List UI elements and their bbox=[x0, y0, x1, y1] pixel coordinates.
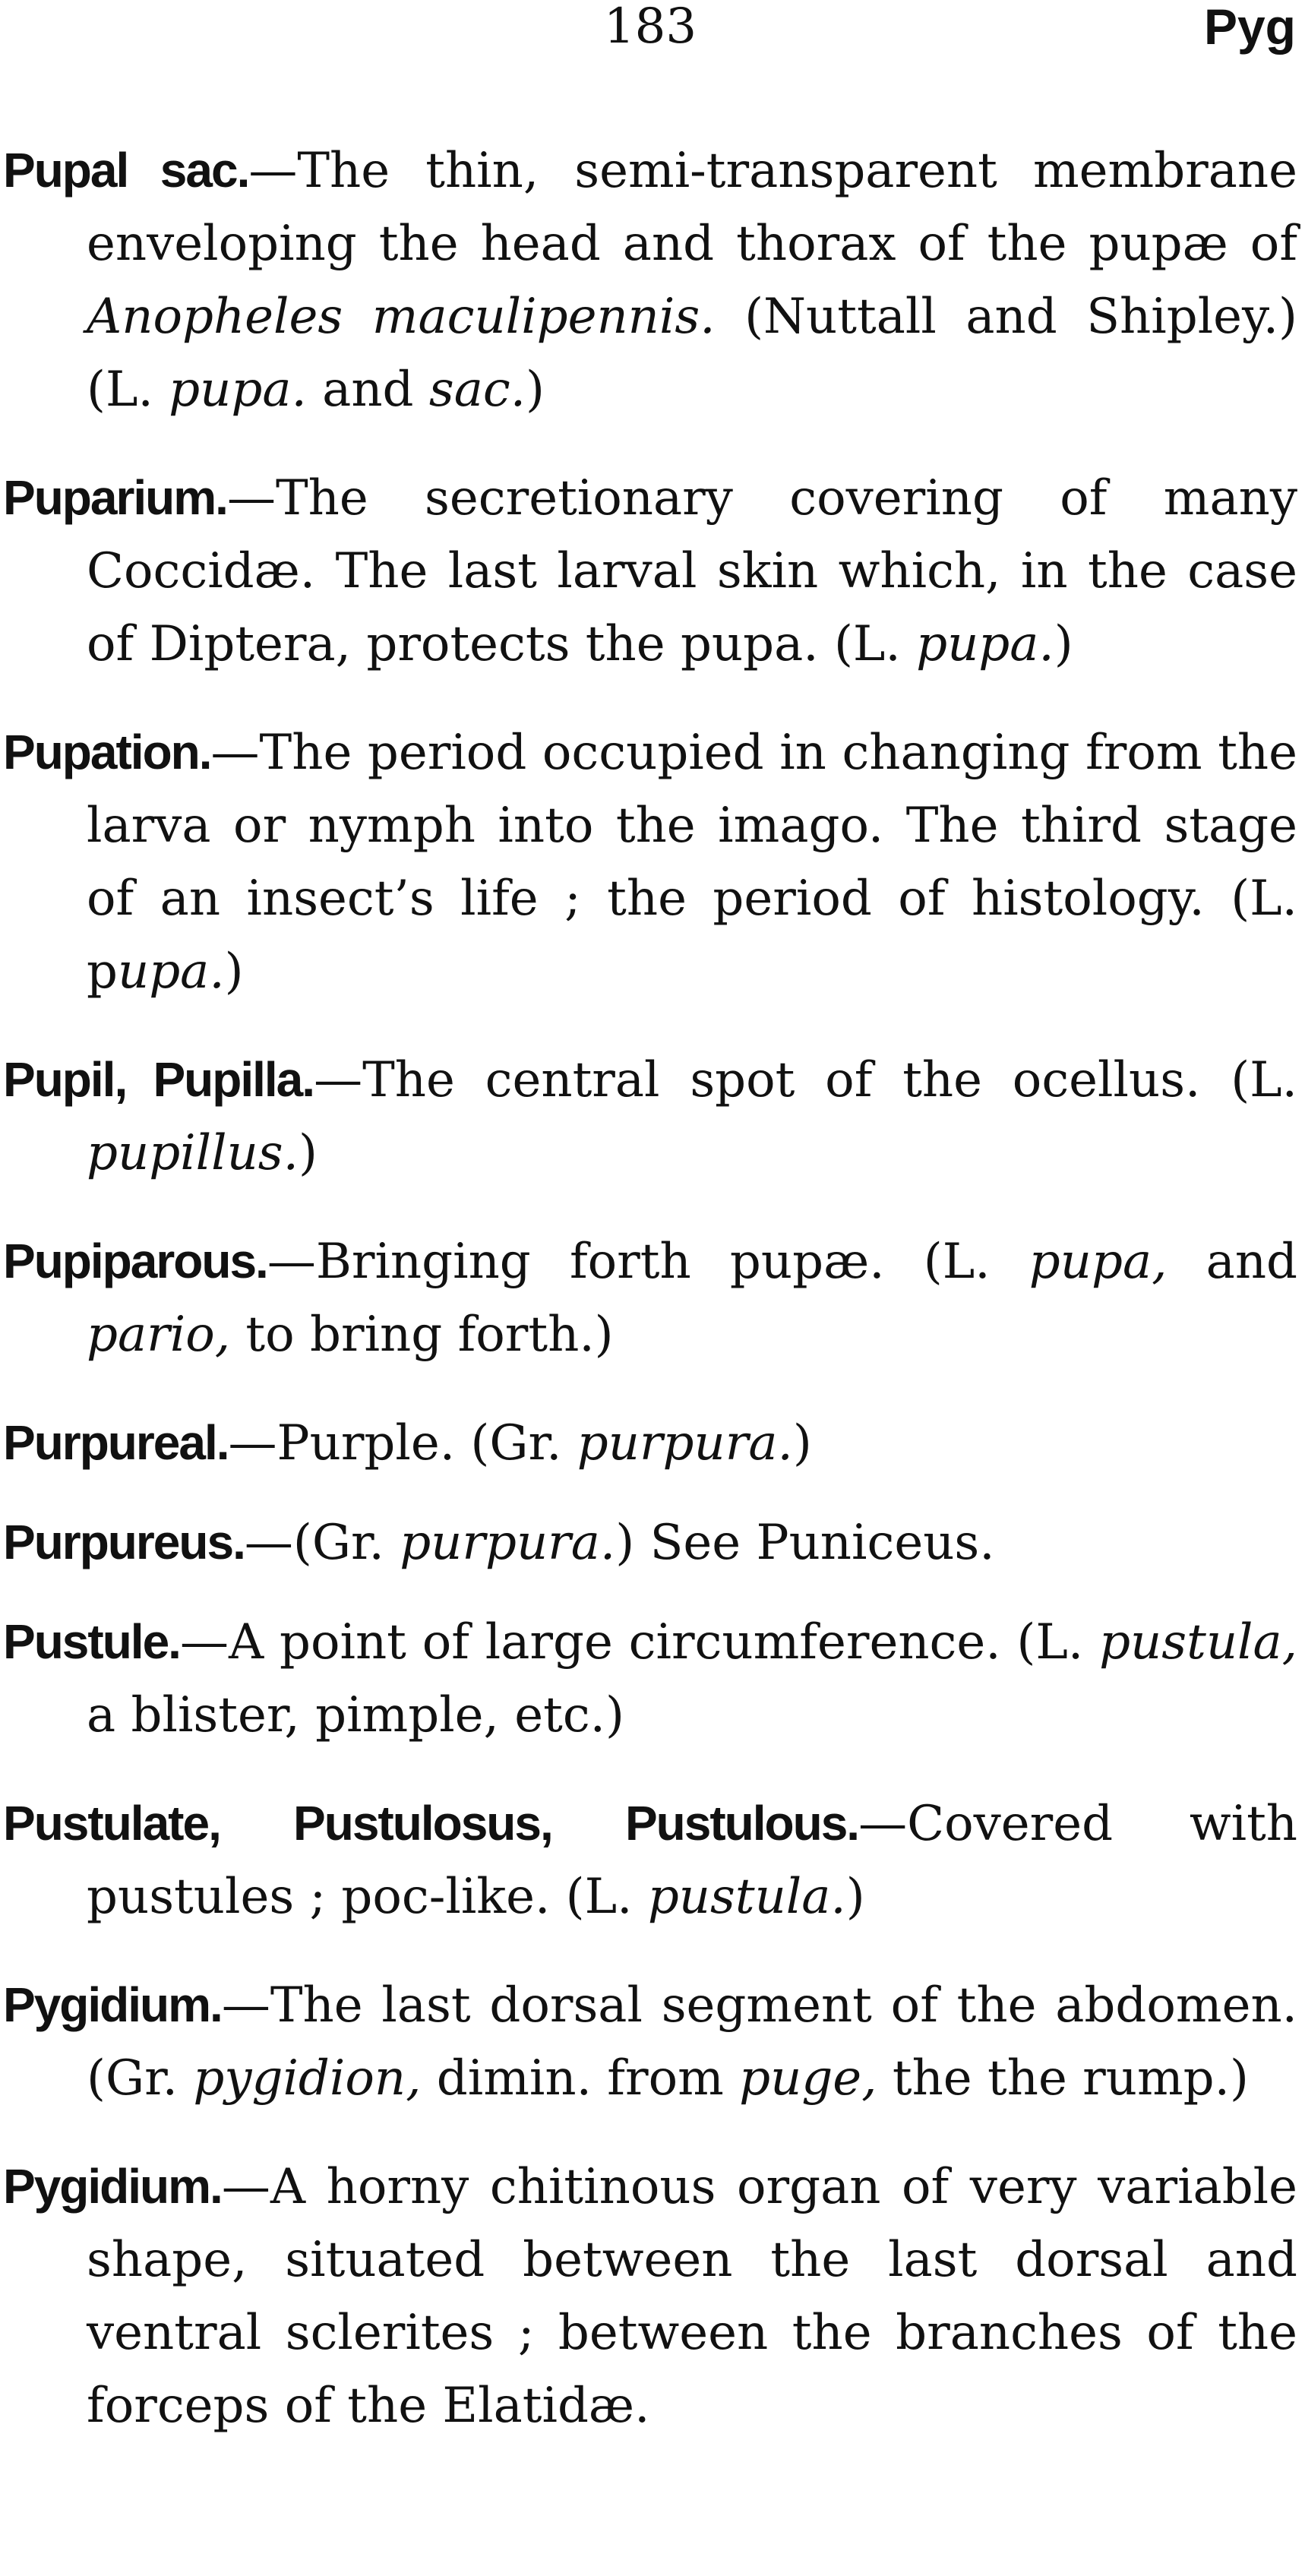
headword: Purpureal. bbox=[3, 1415, 229, 1470]
definition-text: ) bbox=[1054, 616, 1073, 672]
headword: Puparium. bbox=[3, 470, 227, 525]
italic-term: pupa. bbox=[169, 362, 307, 418]
definition-text: —A point of large circumference. (L. bbox=[179, 1614, 1100, 1670]
italic-term: puge, bbox=[739, 2050, 877, 2107]
definition-text: dimin. from bbox=[421, 2050, 740, 2107]
headword: Pustulate, Pustulosus, Pustulous. bbox=[3, 1796, 859, 1851]
headword: Pustule. bbox=[3, 1614, 180, 1669]
headword: Pupil, Pupilla. bbox=[3, 1052, 314, 1107]
definition-text: ) bbox=[526, 362, 545, 418]
entry-pupation bbox=[3, 716, 1297, 1008]
definition-text: and bbox=[306, 362, 429, 418]
definition-text: —Covered with pustules ; poc-like. (L. bbox=[87, 1796, 1298, 1925]
definition-text: —The secretionary covering of many Coccidæ. The last larval skin which, in the case of Diptera, protects the pupa. (L. bbox=[87, 470, 1297, 672]
italic-term: pario, bbox=[87, 1307, 231, 1363]
headword: Pupal sac. bbox=[3, 143, 249, 198]
italic-term: pustula. bbox=[647, 1869, 846, 1925]
definition-text: the the rump.) bbox=[877, 2050, 1249, 2107]
definition-text: ) bbox=[224, 943, 244, 1000]
italic-term: sac. bbox=[428, 362, 526, 418]
italic-term: pupillus. bbox=[87, 1125, 299, 1181]
headword: Pupation. bbox=[3, 725, 211, 779]
headword: Pygidium. bbox=[3, 1977, 222, 2032]
definition-text: a blister, pimple, etc.) bbox=[87, 1687, 624, 1743]
definition-text: ) bbox=[298, 1125, 318, 1181]
definition-text: —The last dorsal segment of the abdomen. (Gr. bbox=[87, 1977, 1297, 2107]
definition-text: ) bbox=[845, 1869, 865, 1925]
entry-pupal-sac bbox=[3, 134, 1297, 426]
italic-term: pustula, bbox=[1099, 1614, 1297, 1670]
headword: Pygidium. bbox=[3, 2159, 222, 2214]
entry-pustulate bbox=[3, 1787, 1297, 1933]
entry-puparium bbox=[3, 461, 1297, 681]
definition-text: to bring forth.) bbox=[230, 1307, 614, 1363]
definition-text: —Purple. (Gr. bbox=[228, 1415, 577, 1471]
entry-pygidium-2 bbox=[3, 2150, 1297, 2442]
page-number: 183 bbox=[603, 0, 697, 55]
entry-purpureal bbox=[3, 1406, 1297, 1480]
definition-text: —The thin, semi-transparent membrane enveloping the head and thorax of the pupæ of bbox=[87, 143, 1297, 272]
italic-term: pupa, bbox=[1029, 1234, 1168, 1290]
entry-pupiparous bbox=[3, 1225, 1297, 1371]
italic-term: purpura. bbox=[400, 1515, 616, 1571]
definition-text: ) bbox=[792, 1415, 812, 1471]
italic-term: purpura. bbox=[577, 1415, 793, 1471]
entry-pupil bbox=[3, 1043, 1297, 1190]
definition-text: and bbox=[1167, 1234, 1298, 1290]
page-header bbox=[3, 0, 1297, 76]
definition-text: (Nuttall and Shipley.) (L. bbox=[87, 289, 1297, 418]
headword: Purpureus. bbox=[3, 1515, 245, 1569]
entries-list bbox=[3, 76, 1297, 2442]
headword: Pupiparous. bbox=[3, 1234, 267, 1288]
italic-term: pygidion, bbox=[193, 2050, 422, 2107]
italic-term: upa. bbox=[117, 943, 225, 1000]
entry-pygidium-1 bbox=[3, 1968, 1297, 2115]
definition-text: —A horny chitinous organ of very variable shape, situated between the last dorsal and ventral sclerites ; between the branches of the forceps of the Elatidæ. bbox=[87, 2159, 1297, 2434]
definition-text: —Bringing forth pupæ. (L. bbox=[267, 1234, 1029, 1290]
italic-term: pupa. bbox=[916, 616, 1054, 672]
definition-text: —The central spot of the ocellus. (L. bbox=[314, 1052, 1298, 1108]
italic-term: Anopheles maculipennis. bbox=[87, 289, 716, 345]
definition-text: ) See Puniceus. bbox=[615, 1515, 995, 1571]
entry-pustule bbox=[3, 1605, 1297, 1752]
entry-purpureus bbox=[3, 1506, 1297, 1579]
definition-text: —(Gr. bbox=[244, 1515, 400, 1571]
definition-text: —The period occupied in changing from the larva or nymph into the imago. The third stage of an insect’s life ; the period of histology. (L. p bbox=[87, 725, 1297, 1000]
running-head: Pyg bbox=[1203, 0, 1296, 55]
